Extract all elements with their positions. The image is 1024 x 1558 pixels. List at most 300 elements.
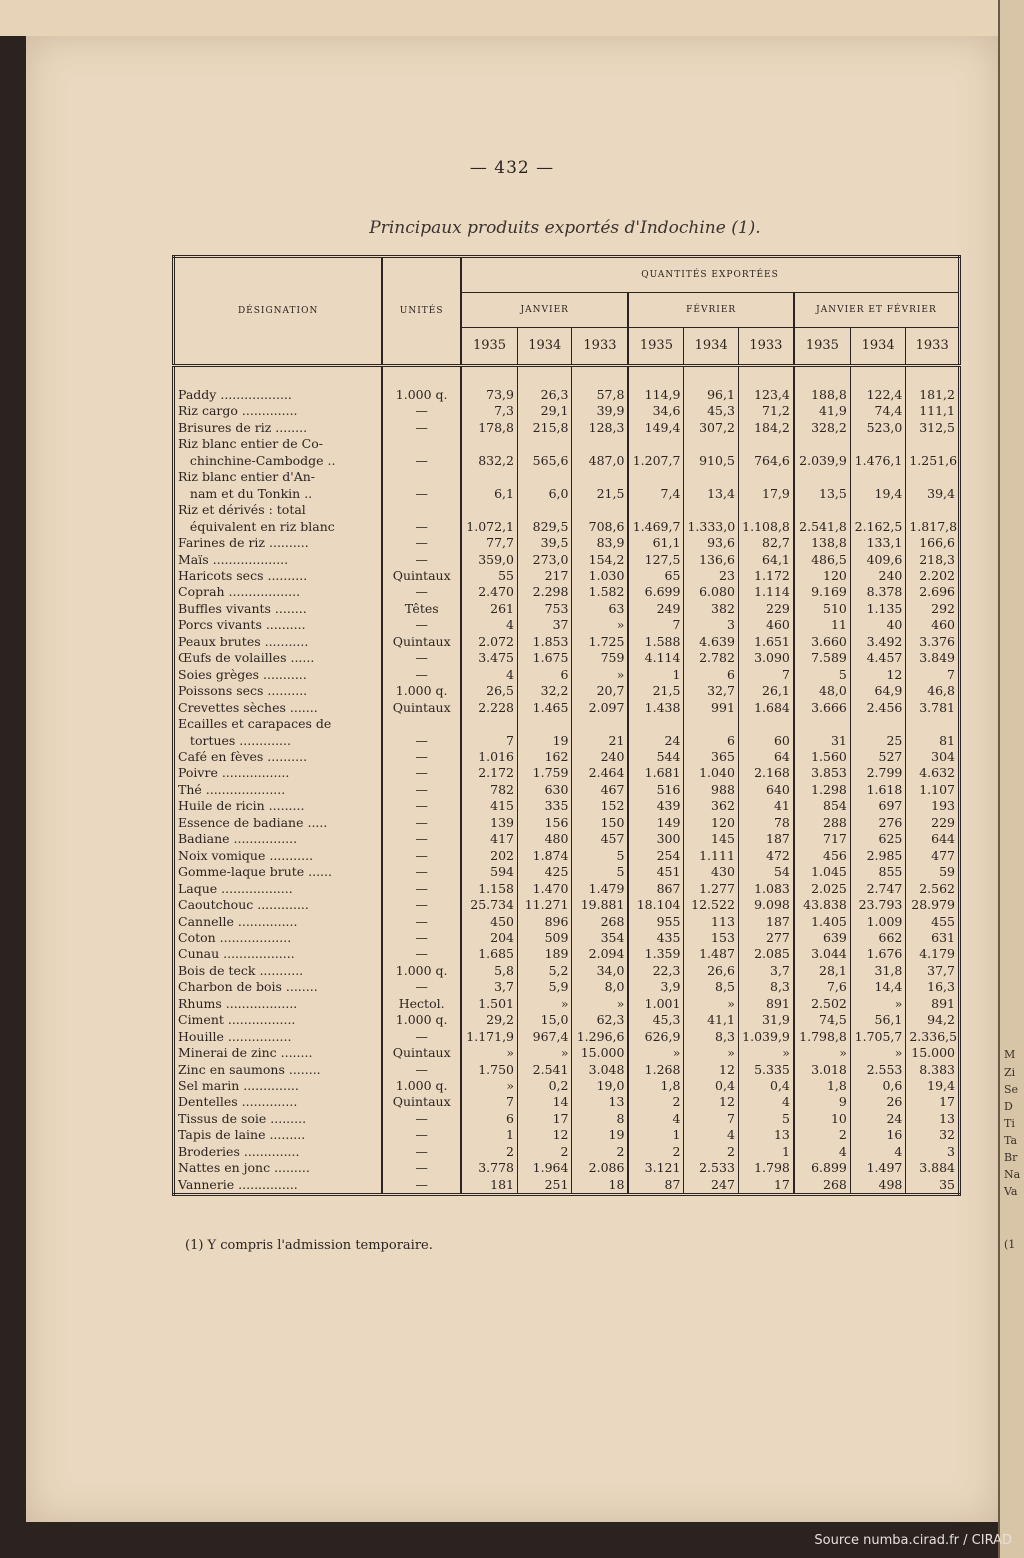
spacer-cell	[684, 366, 738, 388]
table-row	[174, 733, 960, 749]
value-cell: 31,9	[738, 1012, 793, 1028]
value-cell: 662	[850, 930, 905, 946]
table-row	[174, 1094, 960, 1110]
value-cell: 2.464	[572, 765, 628, 781]
value-cell: 3.849	[906, 650, 960, 666]
value-cell	[628, 716, 683, 732]
value-cell: 240	[572, 749, 628, 765]
value-cell: 1.479	[572, 881, 628, 897]
value-cell: 23.793	[850, 897, 905, 913]
product-name: Peaux brutes ...........	[174, 634, 383, 650]
value-cell: 1.107	[906, 782, 960, 798]
table-title: Principaux produits exportés d'Indochine (1).	[369, 218, 761, 238]
unit-cell: 1.000 q.	[382, 683, 461, 699]
value-cell: 2.562	[906, 881, 960, 897]
product-name: Cannelle ...............	[174, 914, 383, 930]
value-cell: 457	[572, 831, 628, 847]
unit-cell: —	[382, 733, 461, 749]
value-cell	[461, 469, 517, 485]
value-cell	[850, 716, 905, 732]
value-cell: 24	[850, 1111, 905, 1127]
spacer-cell	[738, 366, 793, 388]
value-cell: 855	[850, 864, 905, 880]
table-row	[174, 946, 960, 962]
spacer-cell	[518, 366, 572, 388]
value-cell: 77,7	[461, 535, 517, 551]
value-cell: 1.207,7	[628, 453, 683, 469]
value-cell: 1.676	[850, 946, 905, 962]
value-cell: 150	[572, 815, 628, 831]
value-cell: 527	[850, 749, 905, 765]
value-cell: 8	[572, 1111, 628, 1127]
table-row	[174, 700, 960, 716]
value-cell: 450	[461, 914, 517, 930]
value-cell	[461, 716, 517, 732]
value-cell: 268	[794, 1177, 850, 1195]
value-cell: 7	[461, 733, 517, 749]
header-designation: DÉSIGNATION	[174, 257, 383, 366]
value-cell: 523,0	[850, 420, 905, 436]
value-cell: 6,0	[518, 486, 572, 502]
spacer-cell	[174, 366, 383, 388]
table-row	[174, 683, 960, 699]
spacer-cell	[572, 366, 628, 388]
value-cell: 46,8	[906, 683, 960, 699]
value-cell: 2.025	[794, 881, 850, 897]
unit-cell: —	[382, 1062, 461, 1078]
value-cell: 9	[794, 1094, 850, 1110]
value-cell: 2.094	[572, 946, 628, 962]
product-name: Essence de badiane .....	[174, 815, 383, 831]
value-cell: 759	[572, 650, 628, 666]
value-cell: 32,2	[518, 683, 572, 699]
spacer-cell	[628, 366, 683, 388]
value-cell: 439	[628, 798, 683, 814]
value-cell: 631	[906, 930, 960, 946]
value-cell	[518, 436, 572, 452]
value-cell: 54	[738, 864, 793, 880]
value-cell: »	[572, 996, 628, 1012]
unit-cell	[382, 502, 461, 518]
value-cell: 510	[794, 601, 850, 617]
spacer-cell	[794, 366, 850, 388]
table-row	[174, 1062, 960, 1078]
value-cell: 7,4	[628, 486, 683, 502]
value-cell: 5	[794, 667, 850, 683]
value-cell: 782	[461, 782, 517, 798]
table-row	[174, 1111, 960, 1127]
value-cell: 0,4	[684, 1078, 738, 1094]
value-cell: 17	[906, 1094, 960, 1110]
product-name: équivalent en riz blanc	[174, 519, 383, 535]
value-cell: 4.457	[850, 650, 905, 666]
unit-cell: —	[382, 798, 461, 814]
unit-cell: Quintaux	[382, 1045, 461, 1061]
product-name: Sel marin ..............	[174, 1078, 383, 1094]
unit-cell: —	[382, 403, 461, 419]
value-cell: 487,0	[572, 453, 628, 469]
value-cell: 32	[906, 1127, 960, 1143]
value-cell: 1.874	[518, 848, 572, 864]
product-name: Cunau ..................	[174, 946, 383, 962]
product-name: Coprah ..................	[174, 584, 383, 600]
value-cell: »	[628, 1045, 683, 1061]
value-cell: 45,3	[684, 403, 738, 419]
value-cell	[518, 502, 572, 518]
value-cell: 644	[906, 831, 960, 847]
spacer-cell	[382, 366, 461, 388]
value-cell: 87	[628, 1177, 683, 1195]
value-cell: 2.202	[906, 568, 960, 584]
value-cell: 240	[850, 568, 905, 584]
value-cell: 486,5	[794, 552, 850, 568]
value-cell: 3.781	[906, 700, 960, 716]
value-cell: 988	[684, 782, 738, 798]
value-cell: 7	[906, 667, 960, 683]
table-row	[174, 1078, 960, 1094]
value-cell: 1.798	[738, 1160, 793, 1176]
value-cell	[738, 502, 793, 518]
spacer-cell	[461, 366, 517, 388]
value-cell: 43.838	[794, 897, 850, 913]
product-name: Vannerie ...............	[174, 1177, 383, 1195]
value-cell: 7,3	[461, 403, 517, 419]
value-cell: 35	[906, 1177, 960, 1195]
value-cell	[628, 469, 683, 485]
value-cell: 1.684	[738, 700, 793, 716]
spacer-cell	[850, 366, 905, 388]
value-cell: 204	[461, 930, 517, 946]
unit-cell: —	[382, 1127, 461, 1143]
product-name: Ecailles et carapaces de	[174, 716, 383, 732]
value-cell: 1.298	[794, 782, 850, 798]
value-cell: 382	[684, 601, 738, 617]
product-name: Riz cargo ..............	[174, 403, 383, 419]
unit-cell: —	[382, 1160, 461, 1176]
header-year: 1934	[684, 328, 738, 366]
unit-cell: —	[382, 979, 461, 995]
unit-cell: —	[382, 815, 461, 831]
product-name: Café en fèves ..........	[174, 749, 383, 765]
value-cell: 2.085	[738, 946, 793, 962]
value-cell: 304	[906, 749, 960, 765]
header-month-janvier-fevrier: JANVIER ET FÉVRIER	[794, 293, 960, 328]
product-name: Minerai de zinc ........	[174, 1045, 383, 1061]
value-cell: 136,6	[684, 552, 738, 568]
value-cell: 2.541	[518, 1062, 572, 1078]
value-cell: 229	[906, 815, 960, 831]
value-cell: 2.336,5	[906, 1029, 960, 1045]
table-row	[174, 420, 960, 436]
value-cell: 6	[684, 667, 738, 683]
table-row	[174, 815, 960, 831]
value-cell: 276	[850, 815, 905, 831]
value-cell: 120	[794, 568, 850, 584]
product-name: Œufs de volailles ......	[174, 650, 383, 666]
value-cell: 152	[572, 798, 628, 814]
unit-cell: Têtes	[382, 601, 461, 617]
value-cell: 6	[461, 1111, 517, 1127]
table-row	[174, 1160, 960, 1176]
value-cell: 217	[518, 568, 572, 584]
value-cell: 12	[684, 1094, 738, 1110]
value-cell: 3.048	[572, 1062, 628, 1078]
value-cell: 764,6	[738, 453, 793, 469]
unit-cell: 1.000 q.	[382, 387, 461, 403]
unit-cell: —	[382, 453, 461, 469]
value-cell	[572, 469, 628, 485]
value-cell: 73,9	[461, 387, 517, 403]
product-name: Broderies ..............	[174, 1144, 383, 1160]
header-year: 1934	[518, 328, 572, 366]
value-cell: 2.782	[684, 650, 738, 666]
product-name: Noix vomique ...........	[174, 848, 383, 864]
value-cell: 62,3	[572, 1012, 628, 1028]
table-row	[174, 568, 960, 584]
product-name: Charbon de bois ........	[174, 979, 383, 995]
value-cell: 12	[684, 1062, 738, 1078]
value-cell: 19,4	[850, 486, 905, 502]
value-cell: 114,9	[628, 387, 683, 403]
value-cell: 1.001	[628, 996, 683, 1012]
value-cell	[850, 502, 905, 518]
value-cell: 1.681	[628, 765, 683, 781]
table-row	[174, 502, 960, 518]
value-cell: 1.675	[518, 650, 572, 666]
product-name: Zinc en saumons ........	[174, 1062, 383, 1078]
value-cell: 1.114	[738, 584, 793, 600]
value-cell: 2.172	[461, 765, 517, 781]
value-cell: 1.750	[461, 1062, 517, 1078]
unit-cell: Quintaux	[382, 1094, 461, 1110]
value-cell: 3.090	[738, 650, 793, 666]
value-cell: 12	[518, 1127, 572, 1143]
value-cell: 138,8	[794, 535, 850, 551]
value-cell: 3.660	[794, 634, 850, 650]
value-cell: 5,8	[461, 963, 517, 979]
value-cell: 467	[572, 782, 628, 798]
value-cell	[738, 436, 793, 452]
value-cell: 39,4	[906, 486, 960, 502]
value-cell: 1,8	[628, 1078, 683, 1094]
table-row	[174, 996, 960, 1012]
edge-text: Va	[1004, 1185, 1018, 1198]
value-cell	[518, 716, 572, 732]
value-cell: 6,1	[461, 486, 517, 502]
value-cell: 6	[518, 667, 572, 683]
table-row	[174, 1045, 960, 1061]
value-cell: 1.817,8	[906, 519, 960, 535]
value-cell: 19	[572, 1127, 628, 1143]
value-cell: 123,4	[738, 387, 793, 403]
table-row	[174, 848, 960, 864]
table-row	[174, 486, 960, 502]
value-cell: 2.799	[850, 765, 905, 781]
value-cell: 1.111	[684, 848, 738, 864]
unit-cell: —	[382, 782, 461, 798]
value-cell: 189	[518, 946, 572, 962]
value-cell: 4	[794, 1144, 850, 1160]
value-cell: 1.964	[518, 1160, 572, 1176]
unit-cell: —	[382, 1177, 461, 1195]
table-row	[174, 667, 960, 683]
value-cell: 0,2	[518, 1078, 572, 1094]
value-cell: 1.277	[684, 881, 738, 897]
value-cell: 891	[738, 996, 793, 1012]
value-cell: 31,8	[850, 963, 905, 979]
value-cell: 273,0	[518, 552, 572, 568]
value-cell: 13	[572, 1094, 628, 1110]
product-name: Rhums ..................	[174, 996, 383, 1012]
value-cell: 2	[794, 1127, 850, 1143]
table-row	[174, 584, 960, 600]
value-cell	[628, 502, 683, 518]
value-cell	[738, 469, 793, 485]
product-name: Tapis de laine .........	[174, 1127, 383, 1143]
value-cell: 18	[572, 1177, 628, 1195]
value-cell: 25.734	[461, 897, 517, 913]
value-cell: 1.296,6	[572, 1029, 628, 1045]
value-cell: 17,9	[738, 486, 793, 502]
value-cell: 39,5	[518, 535, 572, 551]
value-cell: 1.438	[628, 700, 683, 716]
value-cell: 2	[628, 1144, 683, 1160]
value-cell: 14	[518, 1094, 572, 1110]
unit-cell: —	[382, 749, 461, 765]
value-cell: 456	[794, 848, 850, 864]
value-cell: 5,2	[518, 963, 572, 979]
table-row	[174, 716, 960, 732]
value-cell	[794, 436, 850, 452]
value-cell: 1.618	[850, 782, 905, 798]
value-cell: 1.685	[461, 946, 517, 962]
value-cell: 74,5	[794, 1012, 850, 1028]
value-cell: 328,2	[794, 420, 850, 436]
value-cell: 193	[906, 798, 960, 814]
value-cell	[572, 502, 628, 518]
value-cell: 7	[461, 1094, 517, 1110]
value-cell: 61,1	[628, 535, 683, 551]
value-cell: 41	[738, 798, 793, 814]
value-cell: 3.492	[850, 634, 905, 650]
value-cell: 4	[738, 1094, 793, 1110]
value-cell: 22,3	[628, 963, 683, 979]
product-name: Ciment .................	[174, 1012, 383, 1028]
value-cell	[850, 436, 905, 452]
value-cell: 20,7	[572, 683, 628, 699]
value-cell: 625	[850, 831, 905, 847]
table-row	[174, 930, 960, 946]
edge-text: (1	[1004, 1238, 1016, 1251]
value-cell	[572, 716, 628, 732]
value-cell: 19,0	[572, 1078, 628, 1094]
value-cell: 1.405	[794, 914, 850, 930]
value-cell: 5	[572, 848, 628, 864]
value-cell: 11	[794, 617, 850, 633]
table-row	[174, 403, 960, 419]
value-cell: 17	[518, 1111, 572, 1127]
value-cell: 7	[628, 617, 683, 633]
value-cell: 2.086	[572, 1160, 628, 1176]
value-cell: 10	[794, 1111, 850, 1127]
edge-text: Ta	[1004, 1134, 1018, 1147]
value-cell: 300	[628, 831, 683, 847]
product-name: Coton ..................	[174, 930, 383, 946]
value-cell: 39,9	[572, 403, 628, 419]
value-cell: 5	[572, 864, 628, 880]
unit-cell: —	[382, 946, 461, 962]
product-name: Thé ....................	[174, 782, 383, 798]
value-cell: 21	[572, 733, 628, 749]
value-cell: 365	[684, 749, 738, 765]
value-cell: 1.333,0	[684, 519, 738, 535]
value-cell: 2.553	[850, 1062, 905, 1078]
value-cell: 6	[684, 733, 738, 749]
value-cell: »	[850, 1045, 905, 1061]
value-cell: »	[794, 1045, 850, 1061]
spacer-cell	[906, 366, 960, 388]
value-cell: 21,5	[628, 683, 683, 699]
table-row	[174, 519, 960, 535]
value-cell	[794, 716, 850, 732]
product-name: Houille ................	[174, 1029, 383, 1045]
value-cell: 29,2	[461, 1012, 517, 1028]
header-year: 1933	[906, 328, 960, 366]
value-cell: 639	[794, 930, 850, 946]
value-cell: 149	[628, 815, 683, 831]
value-cell: 37,7	[906, 963, 960, 979]
value-cell: 48,0	[794, 683, 850, 699]
product-name: Paddy ..................	[174, 387, 383, 403]
product-name: Badiane ................	[174, 831, 383, 847]
value-cell: 1.497	[850, 1160, 905, 1176]
value-cell: 3.376	[906, 634, 960, 650]
product-name: Maïs ...................	[174, 552, 383, 568]
value-cell: 2.097	[572, 700, 628, 716]
value-cell: 111,1	[906, 403, 960, 419]
unit-cell: —	[382, 848, 461, 864]
unit-cell	[382, 716, 461, 732]
value-cell: 15.000	[572, 1045, 628, 1061]
value-cell: 967,4	[518, 1029, 572, 1045]
value-cell: 2.985	[850, 848, 905, 864]
value-cell	[738, 716, 793, 732]
value-cell: 154,2	[572, 552, 628, 568]
value-cell: 65	[628, 568, 683, 584]
value-cell: 480	[518, 831, 572, 847]
value-cell	[794, 502, 850, 518]
value-cell: 83,9	[572, 535, 628, 551]
unit-cell: —	[382, 650, 461, 666]
header-units: UNITÉS	[382, 257, 461, 366]
product-name: nam et du Tonkin ..	[174, 486, 383, 502]
header-year: 1933	[738, 328, 793, 366]
value-cell: 127,5	[628, 552, 683, 568]
product-name: Haricots secs ..........	[174, 568, 383, 584]
table-row	[174, 798, 960, 814]
product-name: Porcs vivants ..........	[174, 617, 383, 633]
value-cell: 120	[684, 815, 738, 831]
value-cell: 82,7	[738, 535, 793, 551]
value-cell: 2	[628, 1094, 683, 1110]
value-cell: 26,5	[461, 683, 517, 699]
unit-cell: —	[382, 765, 461, 781]
unit-cell: Quintaux	[382, 700, 461, 716]
value-cell: 261	[461, 601, 517, 617]
value-cell: 64,9	[850, 683, 905, 699]
value-cell: 1.798,8	[794, 1029, 850, 1045]
value-cell: 1,8	[794, 1078, 850, 1094]
